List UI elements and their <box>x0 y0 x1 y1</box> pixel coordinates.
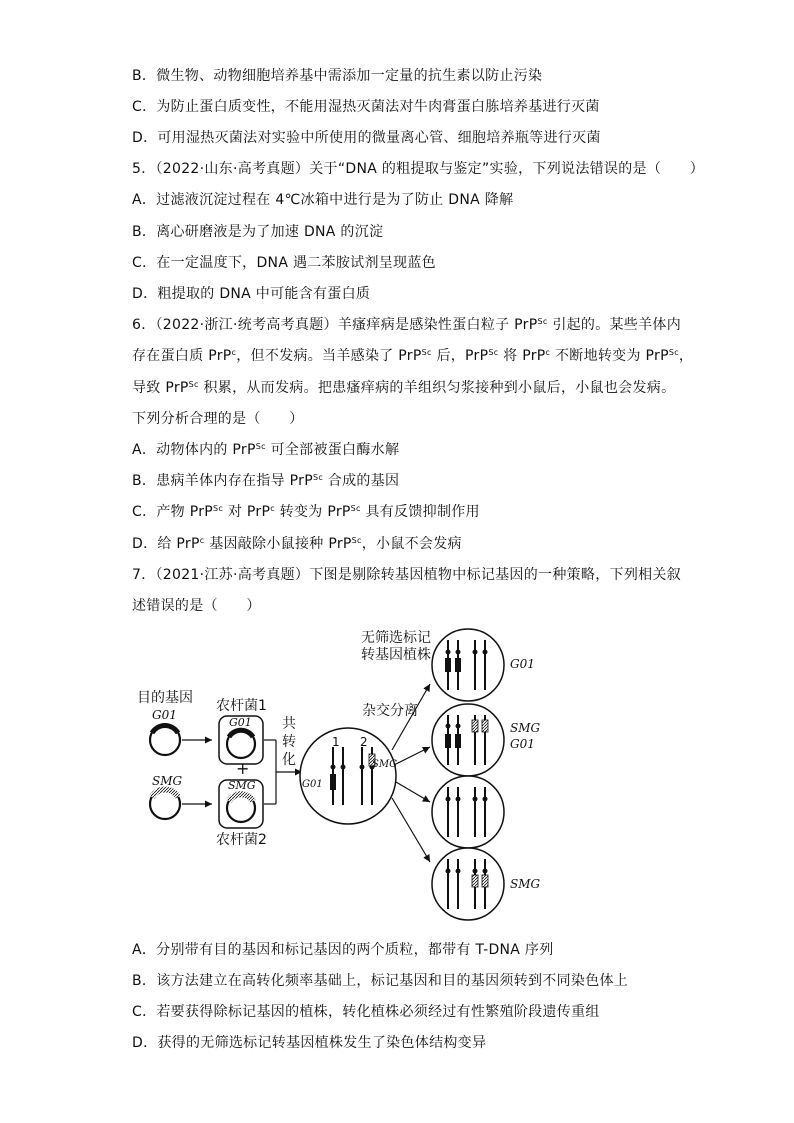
question-6-stem-line1: 6．（2022·浙江·统考高考真题）羊瘙痒病是感染性蛋白粒子 PrP$^{Sc}$ 引起的。某些羊体内 <box>132 317 682 333</box>
agrobacterium-2-label: 农杆菌2 <box>216 832 267 848</box>
transformed-cell <box>300 728 396 824</box>
q5-option-b: B．离心研磨液是为了加速 DNA 的沉淀 <box>132 224 384 240</box>
smg-plasmid <box>150 789 180 819</box>
chromosome-2-label: 2 <box>360 735 368 749</box>
option-c-q4: C．为防止蛋白质变性，不能用湿热灭菌法对牛肉膏蛋白胨培养基进行灭菌 <box>132 99 600 115</box>
chromosome-1-label: 1 <box>332 735 340 749</box>
question-7-stem-line2: 述错误的是（ ） <box>132 598 261 614</box>
offspring-g01 <box>432 629 504 701</box>
q6-option-c: C．产物 PrP$^{Sc}$ 对 PrP$^c$ 转变为 PrP$^{Sc}$ 具有反馈抑制作用 <box>132 504 480 520</box>
marker-free-label-2: 转基因植株 <box>361 647 431 663</box>
smg-label-cell: SMG <box>372 759 398 770</box>
offspring-4-smg-label: SMG <box>510 877 541 891</box>
marker-free-label-1: 无筛选标记 <box>361 630 431 646</box>
q5-option-d: D．粗提取的 DNA 中可能含有蛋白质 <box>132 286 371 302</box>
question-6-stem-line3: 导致 PrP$^{Sc}$ 积累，从而发病。把患瘙痒病的羊组织匀浆接种到小鼠后，小鼠也会发病。 <box>132 380 676 396</box>
offspring-2-g01-label: G01 <box>510 737 535 751</box>
cross-separation-label: 杂交分离 <box>362 703 418 719</box>
target-gene-label: 目的基因 <box>137 690 193 706</box>
agrobacterium-1-label: 农杆菌1 <box>216 698 267 714</box>
q7-option-c: C．若要获得除标记基因的植株，转化植株必须经过有性繁殖阶段遗传重组 <box>132 1004 600 1020</box>
question-6-stem-line4: 下列分析合理的是（ ） <box>132 411 304 427</box>
cotransform-label-1: 共 <box>282 716 296 732</box>
g01-plasmid <box>150 725 180 755</box>
q7-option-d: D．获得的无筛选标记转基因植株发生了染色体结构变异 <box>132 1035 487 1051</box>
plus-sign: + <box>236 759 250 778</box>
q6-option-d: D．给 PrP$^c$ 基因敲除小鼠接种 PrP$^{Sc}$，小鼠不会发病 <box>132 536 462 552</box>
smg-label-left: SMG <box>152 774 183 788</box>
cotransform-label-2: 转 <box>282 734 296 750</box>
q6-option-a: A．动物体内的 PrP$^{Sc}$ 可全部被蛋白酶水解 <box>132 442 400 458</box>
offspring-none <box>432 776 504 848</box>
cotransform-label-3: 化 <box>282 752 296 768</box>
q6-option-b: B．患病羊体内存在指导 PrP$^{Sc}$ 合成的基因 <box>132 473 400 489</box>
offspring-1-g01-label: G01 <box>510 657 535 671</box>
q5-option-a: A．过滤液沉淀过程在 4℃冰箱中进行是为了防止 DNA 降解 <box>132 192 514 208</box>
question-7-stem-line1: 7．（2021·江苏·高考真题）下图是剔除转基因植物中标记基因的一种策略，下列相关叙 <box>132 567 682 583</box>
g01-label-cell: G01 <box>302 779 323 790</box>
q5-option-c: C．在一定温度下，DNA 遇二苯胺试剂呈现蓝色 <box>132 255 436 271</box>
g01-label-agro1: G01 <box>229 716 252 729</box>
marker-gene-removal-diagram <box>130 622 550 932</box>
offspring-smg-g01 <box>432 704 504 776</box>
offspring-2-smg-label: SMG <box>510 721 541 735</box>
q7-option-a: A．分别带有目的基因和标记基因的两个质粒，都带有 T-DNA 序列 <box>132 942 554 958</box>
q7-option-b: B．该方法建立在高转化频率基础上，标记基因和目的基因须转到不同染色体上 <box>132 973 629 989</box>
option-d-q4: D．可用湿热灭菌法对实验中所使用的微量离心管、细胞培养瓶等进行灭菌 <box>132 130 601 146</box>
question-6-stem-line2: 存在蛋白质 PrP$^c$，但不发病。当羊感染了 PrP$^{Sc}$ 后，PrP$^{Sc}$ 将 PrP$^c$ 不断地转变为 PrP$^{Sc}$， <box>132 348 694 364</box>
option-b-q4: B．微生物、动物细胞培养基中需添加一定量的抗生素以防止污染 <box>132 68 543 84</box>
question-5-stem: 5．（2022·山东·高考真题）关于“DNA 的粗提取与鉴定”实验，下列说法错误的是（ ） <box>132 161 705 177</box>
offspring-smg <box>432 848 504 920</box>
g01-label-left: G01 <box>152 708 177 722</box>
smg-label-agro2: SMG <box>228 779 256 792</box>
